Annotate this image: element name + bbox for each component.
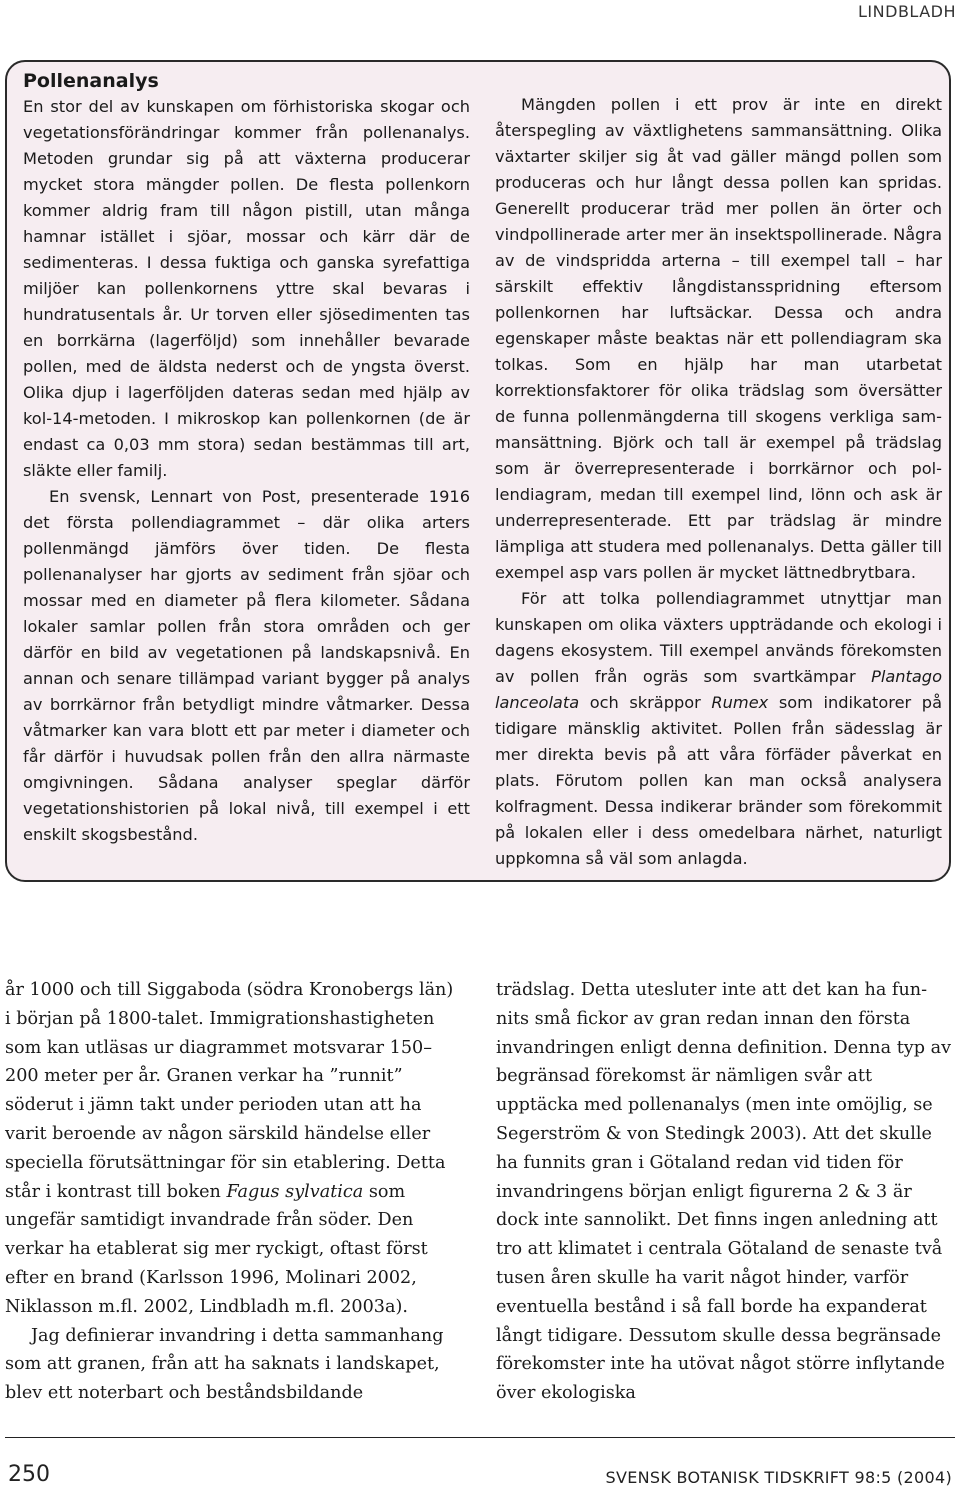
body-p1-text-a: år 1000 och till Siggaboda (södra Kronobergs län) i början på 1800-talet. Immigrationshastigheten som kan utläsas ur diagrammet motsvarar 150–200 meter per år. Granen verkar ha ”runnit” söderut i jämn takt under perioden utan att ha varit beroende av någon särskild händelse eller speciella förutsättningar för sin etablering. Detta står i kontrast till boken (5, 980, 454, 1202)
info-box-paragraph-1: En stor del av kunskapen om förhistoriska skogar och vegetationsförändringar kommer från pollenanalys. Metoden grundar sig på att växterna producerar mycket stora mängder pollen. De flesta pollenkorn kommer aldrig fram till någon pistill, utan många hamnar istället i sjöar, mossar och kärr där de sedimenteras. I dessa fuktiga och ganska syrefattiga miljöer kan pollenkornens yttre skal bevaras i hundratusentals år. Ur torven eller sjösedimenten tas en borrkärna (lagerföljd) som innehåller bevarade pollen, med de äldsta nederst och de yngsta överst. Olika djup i lagerföljden dateras sedan med hjälp av kol-14-metoden. I mikroskop kan pollenkornen (de är endast ca 0,03 mm stora) sedan bestämmas till art, släkte eller familj. (23, 97, 470, 480)
running-header-author: LINDBLADH (858, 2, 956, 21)
info-box-paragraph-3: Mängden pollen i ett prov är inte en direkt återspegling av växtlighetens sammansättning. Olika växtarter skiljer sig åt vad gäller mängd pollen som produceras och hur långt dessa pollen kan spridas. Generellt producerar träd mer pollen än örter och vindpollinerade arter mer än insektspollinerade. Några av de vindspridda arterna – till exempel tall – har särskilt effektiv långdistansspridning eftersom pollenkornen har luftsäckar. Dessa och andra egenskaper måste beaktas när ett pollendiagram ska tolkas. Som en hjälp har man utarbetat korrektionsfaktorer för olika trädslag som översätter de funna pollenmängderna till skogens verkliga sammansättning. Björk och tall är exempel på trädslag som är överrepresenterade i borrkärnor och pollendiagram, medan till exempel lind, lönn och ask är underrepresenterade. Ett par trädslag är mindre lämpliga att studera med pollenanalys. Detta gäller till exempel asp vars pollen är mycket lättnedbrytbara. (495, 95, 942, 582)
info-box-title: Pollenanalys (23, 70, 159, 92)
species-fagus: Fagus sylvatica (226, 1181, 364, 1202)
info-box-p4-text-c: som indikatorer på tidigare mänsklig aktivitet. Pollen från sädesslag är mer direkta bevis på att våra förfäder påverkat en plats. Förutom pollen kan man också analysera kolfragment. Dessa indikerar bränder som förekommit på lokalen eller i dess omedelbara närhet, naturligt uppkomna så väl som anlagda. (495, 693, 942, 868)
body-right-column (496, 976, 954, 1408)
info-box-left-column (23, 68, 470, 848)
info-box-right-column (495, 92, 942, 872)
body-left-column (5, 976, 457, 1408)
info-box-p4-text-b: och skräppor (589, 693, 701, 712)
body-paragraph-2: Jag definierar invandring i detta sammanhang som att granen, från att ha saknats i landskapet, blev ett noterbart och beståndsbildande (5, 1325, 444, 1404)
body-paragraph-3: trädslag. Detta utesluter inte att det kan ha funnits små fickor av gran redan innan den första invandringen enligt denna definition. Denna typ av begränsad förekomst är nämligen svår att upptäcka med pollenanalys (men inte omöjlig, se Segerström & von Stedingk 2003). Att det skulle ha funnits gran i Götaland redan vid tiden för invandringens början enligt figurerna 2 & 3 är dock inte sannolikt. Det finns ingen anledning att tro att klimatet i centrala Götaland de senaste två tusen åren skulle ha varit något hinder, varför eventuella bestånd i så fall borde ha expanderat långt tidigare. Dessutom skulle dessa begränsade förekomster inte ha utövat något större inflytande över ekologiska (496, 980, 952, 1404)
genus-rumex: Rumex (711, 693, 769, 712)
footer-divider (5, 1437, 955, 1438)
page-number: 250 (8, 1462, 50, 1487)
info-box-p4-text-a: För att tolka pollendiagrammet utnyttjar man kunskapen om olika växters uppträdande och ekologi i dagens ekosystem. Till exempel används förekomsten av pollen från ogräs som svartkämpar (495, 589, 942, 686)
species-plantago: Plantago lanceolata (495, 667, 942, 712)
info-box-paragraph-2: En svensk, Lennart von Post, presenterade 1916 det första pollendiagrammet – där olika arters pollenmängd jämförs över tiden. De flesta pollenanalyser har gjorts av sediment från sjöar och mossar med en diameter på flera kilometer. Sådana lokaler samlar pollen från stora områden och ger därför en bild av vegetationen på landskapsnivå. En annan och senare tillämpad variant bygger på analys av borrkärnor från betydligt mindre våtmarker. Dessa våtmarker kan vara blott ett par meter i diameter och får därför i huvudsak pollen från den allra närmaste omgivningen. Sådana analyser speglar därför vegetationshistorien på lokal nivå, till exempel i ett enskilt skogsbestånd. (23, 487, 470, 844)
body-paragraph-1 (5, 976, 457, 1322)
pollenanalys-info-box (5, 60, 951, 882)
journal-citation: SVENSK BOTANISK TIDSKRIFT 98:5 (2004) (605, 1468, 952, 1487)
info-box-paragraph-4 (495, 586, 942, 872)
body-p1-text-b: som ungefär samtidigt invandrade från söder. Den verkar ha etablerat sig mer ryckigt, oftast först efter en brand (Karlsson 1996, Molinari 2002, Niklasson m.fl. 2002, Lindbladh m.fl. 2003a). (5, 1181, 428, 1317)
